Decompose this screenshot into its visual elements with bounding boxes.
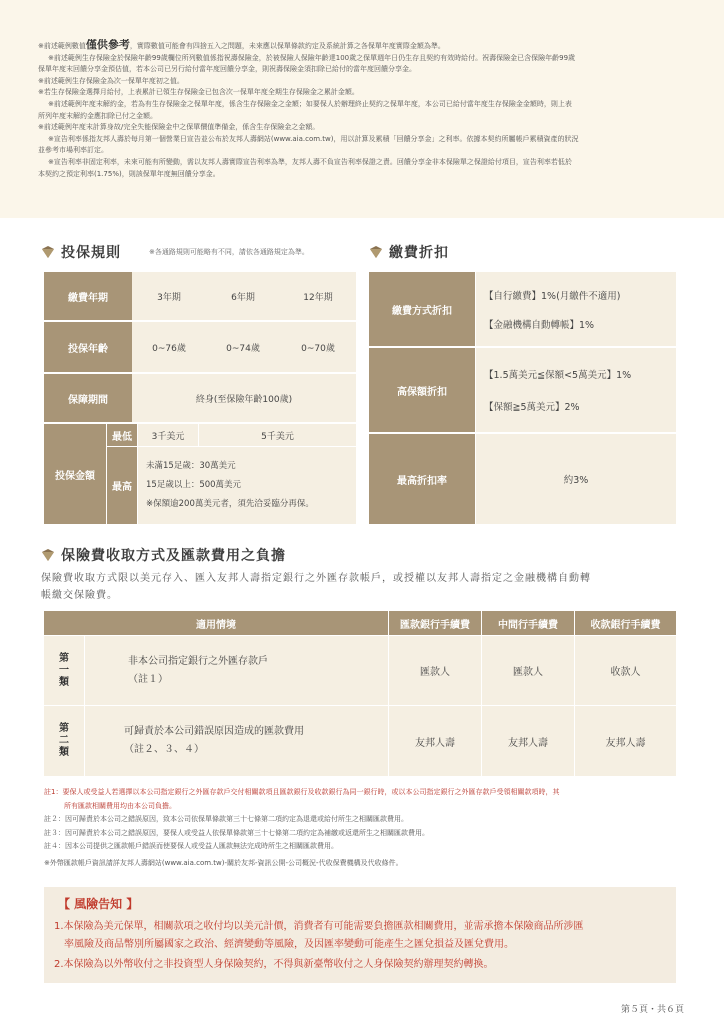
fees-value: 友邦人壽 xyxy=(415,737,455,749)
rules-subtitle: ※各通路規則可能略有不同，請依各通路規定為準。 xyxy=(149,248,309,256)
cat-char: 第 xyxy=(59,652,69,664)
age-cell: 0~74歲 xyxy=(226,343,260,354)
pay-year-cell: 12年期 xyxy=(303,292,333,303)
top-note-line: 並參考市場利率訂定。 xyxy=(38,146,108,155)
coverage-value: 終身(至保險年齡100歲) xyxy=(132,374,356,422)
risk-line: 2.本保險為以外幣收付之非投資型人身保險契約，不得與新臺幣收付之人身保險契約辦理契約轉換。 xyxy=(54,959,494,970)
top-note-line: 保單年度末回饋分享金預估值，若本公司已另行給付當年度回饋分享金，則祝壽保險金須扣除已給付的當年度回饋分享金。 xyxy=(38,65,416,74)
cat-char: 第 xyxy=(59,723,69,734)
page-number: 第５頁・共６頁 xyxy=(620,1005,684,1015)
desc-line: （註１） xyxy=(128,673,168,685)
fees-title: 保險費收取方式及匯款費用之負擔 xyxy=(61,548,286,564)
pay-year-cell: 6年期 xyxy=(231,292,255,303)
discount-title: 繳費折扣 xyxy=(389,245,449,261)
discount-values xyxy=(476,272,676,346)
risk-line: 1.本保險為美元保單，相關款項之收付均以美元計價，消費者有可能需要負擔匯款相關費用，並需承擔本保險商品所涉匯 xyxy=(54,921,584,932)
desc-line: 可歸責於本公司錯誤原因造成的匯款費用 xyxy=(124,726,304,737)
discount-line: 【1.5萬美元≦保額<5萬美元】1% xyxy=(484,370,632,381)
note-text: ，實際數值可能會有四捨五入之問題，未來應以保單條款約定及系統計算之各保單年度實際金額為準。 xyxy=(129,42,445,50)
discount-section-header xyxy=(369,242,449,262)
col-divider xyxy=(84,636,85,776)
diamond-icon xyxy=(41,245,55,259)
note-1: 註1：要保人或受益人若選擇以本公司指定銀行之外匯存款戶交付相關款項且匯款銀行及收款銀行為同一銀行時，或以本公司指定銀行之外匯存款戶受領相關款項時，其 xyxy=(44,788,560,796)
note-3: 註３：因可歸責於本公司之錯誤原因，要保人或受益人依保單條款第三十七條第二項約定為補繳或返還所生之相關匯款費用。 xyxy=(44,828,429,837)
discount-label: 最高折扣率 xyxy=(369,434,475,524)
fees-value: 收款人 xyxy=(610,667,641,678)
fees-header: 適用情境 xyxy=(44,611,388,635)
fees-desc xyxy=(128,636,388,705)
max-label: 最高 xyxy=(107,447,137,524)
top-note-line: ※宣告利率非固定利率，未來可能有所變動，需以友邦人壽實際宣告利率為準，友邦人壽不負宣告利率保證之責。回饋分享金非本保險單之保證給付項目，宣告利率若低於 xyxy=(48,157,572,166)
cat-char: 一 xyxy=(59,664,69,676)
risk-line: 率風險及商品幣別所屬國家之政治、經濟變動等風險，及因匯率變動可能產生之匯兌損益及匯兌費用。 xyxy=(64,939,514,950)
pay-years-label: 繳費年期 xyxy=(44,272,132,320)
age-cell: 0~70歲 xyxy=(301,343,335,354)
min-value: 5千美元 xyxy=(198,424,356,446)
note-2: 註２：因可歸責於本公司之錯誤原因，致本公司依保單條款第三十七條第二項約定為退還或給付所生之相關匯款費用。 xyxy=(44,815,408,823)
note-5: ※外幣匯款帳戶資訊請詳友邦人壽網站(www.aia.com.tw)-關於友邦-資訊公開-公司概況-代收保費機構及代收條件。 xyxy=(44,858,403,867)
diamond-icon xyxy=(369,245,383,259)
fees-value: 友邦人壽 xyxy=(605,737,646,749)
discount-line: 【保額≧5萬美元】2% xyxy=(484,402,580,413)
min-value: 3千美元 xyxy=(151,431,185,442)
fee-notes xyxy=(44,786,684,870)
max-line: 15足歲以上：500萬美元 xyxy=(146,480,242,490)
desc-line: （註２、３、４） xyxy=(124,744,204,755)
note-text: ※前述範例數值 xyxy=(38,42,86,50)
age-cell: 0~76歲 xyxy=(152,343,186,354)
note-emphasis: 僅供參考 xyxy=(85,39,130,51)
min-label: 最低 xyxy=(107,424,137,446)
top-note-line xyxy=(38,39,688,53)
top-notes-panel xyxy=(0,0,724,218)
fees-category xyxy=(44,706,84,776)
rules-section-header xyxy=(41,242,309,262)
amount-label: 投保金額 xyxy=(44,424,106,524)
fees-value: 友邦人壽 xyxy=(508,737,548,749)
discount-values xyxy=(476,348,676,432)
discount-value: 約3% xyxy=(476,434,676,524)
desc-line: 非本公司指定銀行之外匯存款戶 xyxy=(128,655,268,667)
fees-header: 中間行手續費 xyxy=(482,611,574,635)
max-line: 未滿15足歲：30萬美元 xyxy=(146,461,236,471)
top-note-line: 本契約之預定利率(1.75%)，則該保單年度無回饋分享金。 xyxy=(38,169,220,178)
discount-line: 【自行繳費】1%(月繳件不適用) xyxy=(484,290,621,302)
cat-char: 類 xyxy=(59,747,69,758)
top-notes-lines xyxy=(38,39,688,180)
top-note-line: ※前述範例生存保險金於保險年齡99歲欄位所列數值係指祝壽保險金，於被保險人保險年齡達100歲之保單週年日仍生存且契約有效時給付。祝壽保險金已含保險年齡99歲 xyxy=(48,53,576,62)
top-note-line: ※前述範例年度末解約金，若為有生存保險金之保單年度，係含生存保險金之金額；如要保人於辦理終止契約之保單年度，本公司已給付當年度生存保險金金額時，則上表 xyxy=(48,99,572,108)
note-4: 註４：因本公司提供之匯款帳戶錯誤而使要保人或受益人匯款無法完成時所生之相關匯款費用。 xyxy=(44,842,338,850)
top-note-line: ※前述範例年度末計算身故/完全失能保險金中之保單價值準備金，係含生存保險金之金額。 xyxy=(38,123,320,132)
diamond-icon xyxy=(41,548,55,562)
top-note-line: ※若生存保險金選擇月給付，上表累計已領生存保險金已包含次一保單年度全期生存保險金之累計金額。 xyxy=(38,88,359,97)
pay-year-cell: 3年期 xyxy=(157,292,181,303)
risk-title: 【 風險告知 】 xyxy=(58,897,139,911)
coverage-label: 保障期間 xyxy=(44,374,132,422)
fees-para-line: 帳繳交保險費。 xyxy=(41,590,118,601)
discount-line: 【金融機構自動轉帳】1% xyxy=(484,319,595,331)
discount-label: 繳費方式折扣 xyxy=(369,272,475,346)
fees-header: 收款銀行手續費 xyxy=(575,611,676,635)
age-label: 投保年齡 xyxy=(44,322,132,372)
cat-char: 類 xyxy=(59,676,69,688)
note-1-cont: 所有匯款相關費用均由本公司負擔。 xyxy=(64,801,176,810)
max-line: ※保額逾200萬美元者，須先洽妥臨分再保。 xyxy=(146,499,314,509)
rules-title: 投保規則 xyxy=(61,245,121,261)
fees-category xyxy=(44,636,84,705)
cat-char: 二 xyxy=(59,735,69,746)
fees-header: 匯款銀行手續費 xyxy=(389,611,481,635)
fees-value: 匯款人 xyxy=(420,667,450,678)
fees-value: 匯款人 xyxy=(513,667,543,678)
fees-para-line: 保險費收取方式限以美元存入、匯入友邦人壽指定銀行之外匯存款帳戶，或授權以友邦人壽指定之金融機構自動轉 xyxy=(41,573,591,584)
top-note-line: ※前述範例生存保險金為次一保單年度初之值。 xyxy=(38,76,184,85)
max-values xyxy=(138,447,356,524)
fees-paragraph xyxy=(41,570,691,604)
discount-label: 高保額折扣 xyxy=(369,348,475,432)
top-note-line: 所列年度末解約金應扣除已付之金額。 xyxy=(38,111,157,120)
fees-desc xyxy=(124,706,388,776)
risk-notice xyxy=(44,887,676,983)
fees-section-header xyxy=(41,545,286,565)
top-note-line: ※宣告利率係指友邦人壽於每月第一個營業日宣告並公布於友邦人壽網站(www.aia.com.tw)，用以計算及累積「回饋分享金」之利率。依據本契約所屬帳戶累積資產的狀況 xyxy=(48,134,579,143)
